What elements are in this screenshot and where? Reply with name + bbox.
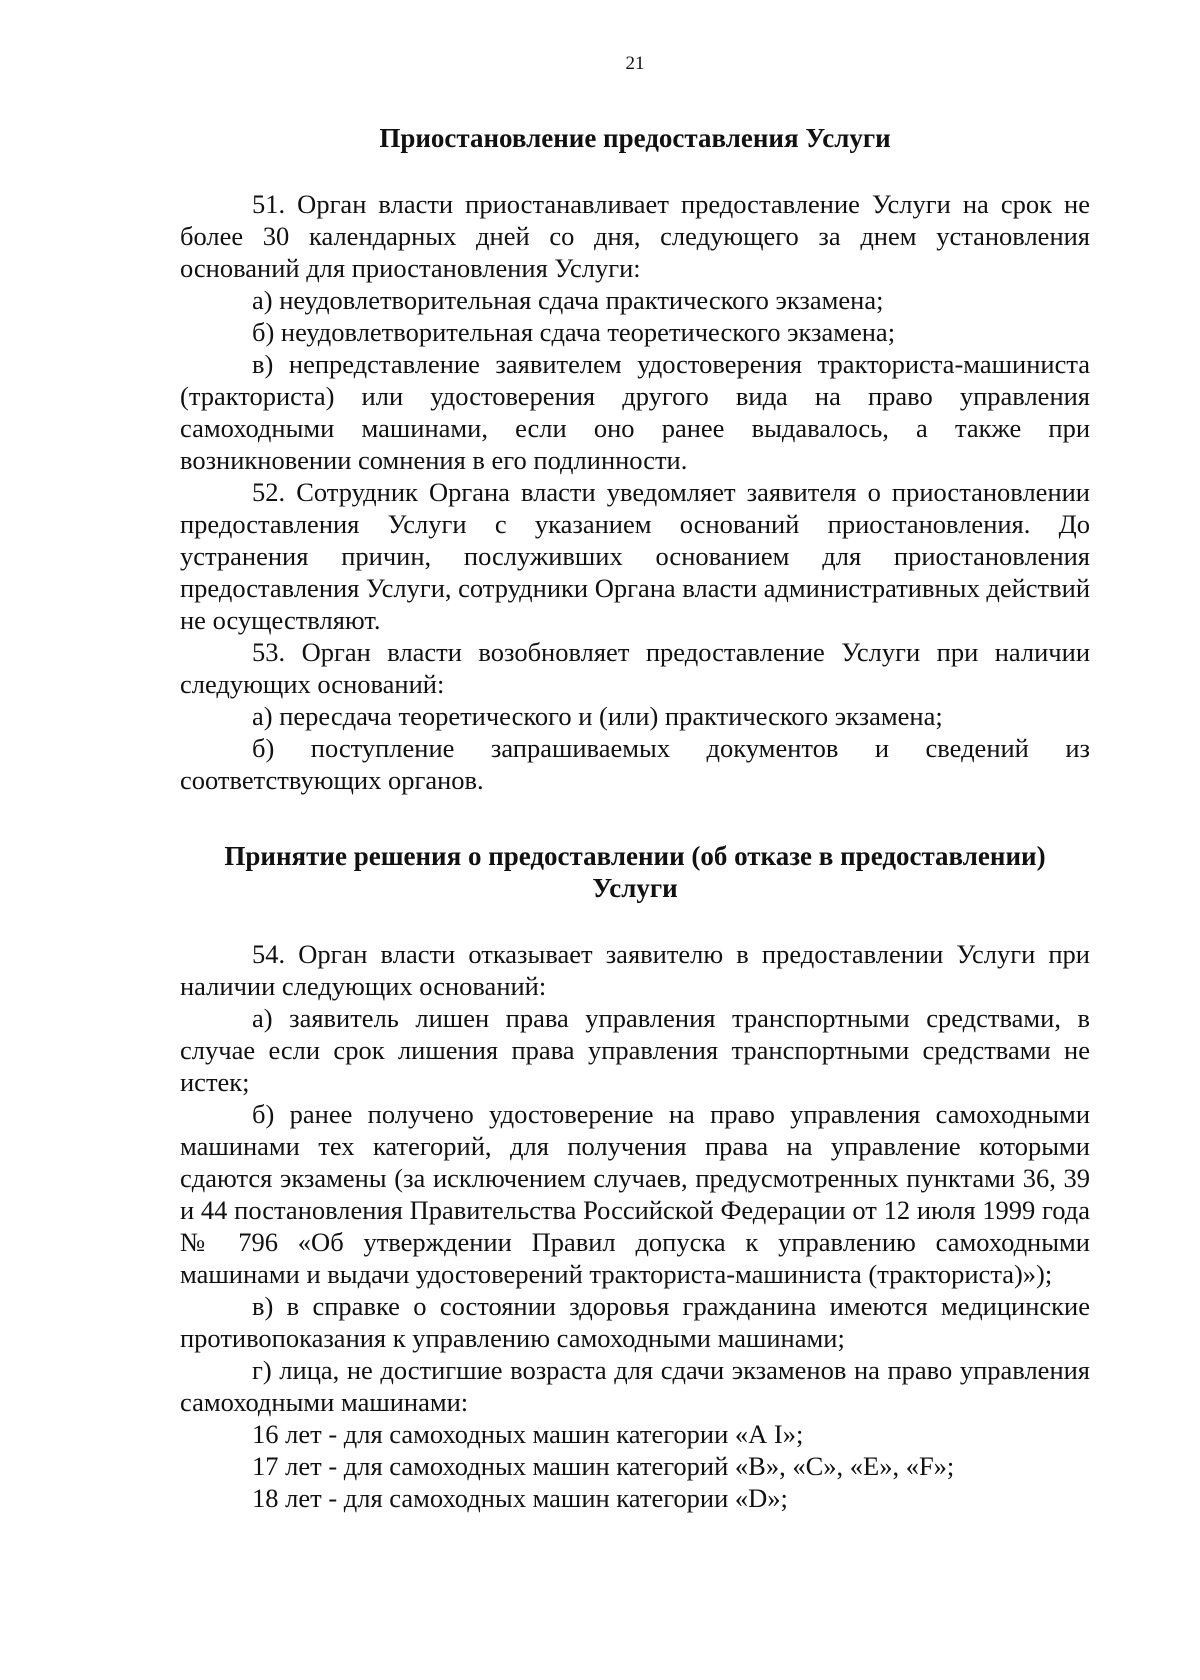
list-item-54v: в) в справке о состоянии здоровья гражданина имеются медицинские противопоказания к управлению самоходными машинами; bbox=[180, 1291, 1090, 1353]
section-title-decision-line2: Услуги bbox=[592, 873, 678, 903]
section-title-suspension: Приостановление предоставления Услуги bbox=[379, 123, 891, 153]
page-number: 21 bbox=[625, 53, 645, 74]
list-item-53b: б) поступление запрашиваемых документов и сведений из соответствующих органов. bbox=[180, 733, 1090, 795]
paragraph-51: 51. Орган власти приостанавливает предоставление Услуги на срок не более 30 календарных дней со дня, следующего за днем установления оснований для приостановления Услуги: bbox=[180, 189, 1090, 283]
list-item-51a: а) неудовлетворительная сдача практического экзамена; bbox=[252, 285, 884, 315]
list-item-51b: б) неудовлетворительная сдача теоретического экзамена; bbox=[252, 317, 896, 347]
age-line-18: 18 лет - для самоходных машин категории «D»; bbox=[252, 1483, 788, 1513]
list-item-54b: б) ранее получено удостоверение на право управления самоходными машинами тех категорий, для получения права на управление которыми сдаются экзамены (за исключением случаев, предусмотренных пунктами 36, 39 и 44 постановления Правительства Российской Федерации от 12 июля 1999 года № 796 «Об утверждении Правил допуска к управлению самоходными машинами и выдачи удостоверений тракториста-машиниста (тракториста)»); bbox=[180, 1099, 1090, 1289]
section-title-decision bbox=[180, 840, 1090, 904]
list-item-54g: г) лица, не достигшие возраста для сдачи экзаменов на право управления самоходными машинами: bbox=[180, 1355, 1090, 1417]
list-item-51v: в) непредставление заявителем удостоверения тракториста-машиниста (тракториста) или удостоверения другого вида на право управления самоходными машинами, если оно ранее выдавалось, а также при возникновении сомнения в его подлинности. bbox=[180, 349, 1090, 475]
list-item-53a: а) пересдача теоретического и (или) практического экзамена; bbox=[252, 701, 943, 731]
list-item-54a: а) заявитель лишен права управления транспортными средствами, в случае если срок лишения права управления транспортными средствами не истек; bbox=[180, 1003, 1090, 1097]
paragraph-54: 54. Орган власти отказывает заявителю в предоставлении Услуги при наличии следующих оснований: bbox=[180, 939, 1090, 1001]
age-line-16: 16 лет - для самоходных машин категории «А I»; bbox=[252, 1419, 804, 1449]
paragraph-53: 53. Орган власти возобновляет предоставление Услуги при наличии следующих оснований: bbox=[180, 637, 1090, 699]
age-line-17: 17 лет - для самоходных машин категорий «B», «C», «E», «F»; bbox=[252, 1451, 955, 1481]
paragraph-52: 52. Сотрудник Органа власти уведомляет заявителя о приостановлении предоставления Услуги с указанием оснований приостановления. До устранения причин, послуживших основанием для приостановления предоставления Услуги, сотрудники Органа власти административных действий не осуществляют. bbox=[180, 477, 1090, 635]
document-body bbox=[180, 122, 1090, 1514]
section-title-decision-line1: Принятие решения о предоставлении (об отказе в предоставлении) bbox=[224, 841, 1046, 871]
